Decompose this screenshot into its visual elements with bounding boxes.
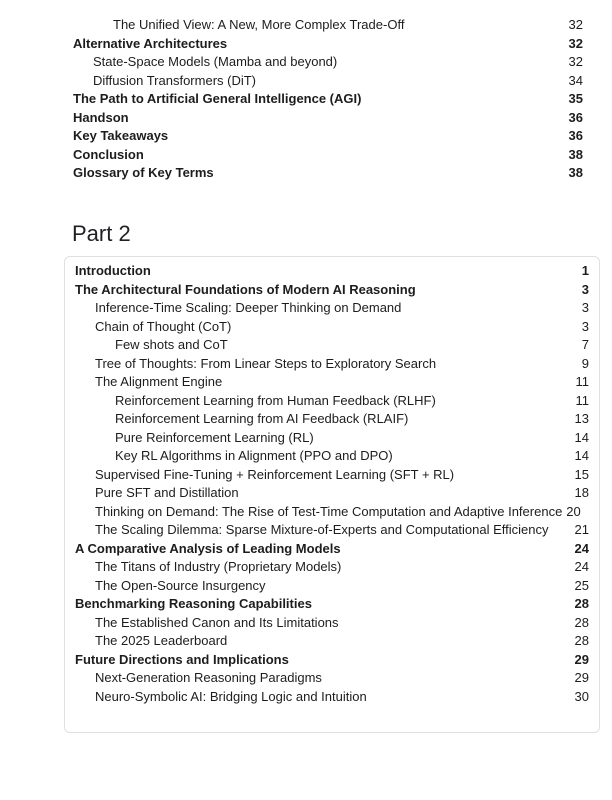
toc-entry[interactable] (75, 614, 589, 633)
toc-entry-page-number: 15 (574, 466, 589, 482)
toc-entry-title: Alternative Architectures (73, 35, 228, 51)
toc-entry[interactable] (73, 35, 583, 54)
toc-entry-title: The Path to Artificial General Intelligence (AGI) (73, 91, 362, 106)
toc-entry-page-number: 38 (568, 165, 583, 180)
toc-entry[interactable] (75, 281, 589, 300)
toc-entry-title: The Unified View: A New, More Complex Trade-Off (113, 17, 405, 32)
toc-entry[interactable] (73, 90, 583, 109)
toc-entry-page-number: 28 (574, 596, 589, 611)
toc-entry-title: Key Takeaways (73, 128, 169, 143)
toc-entry-page-number: 14 (574, 429, 589, 445)
toc-entry-page-number: 24 (574, 559, 589, 574)
toc-entry[interactable] (75, 373, 589, 392)
toc-entry-page-number: 35 (568, 91, 583, 106)
toc-entry[interactable] (75, 447, 589, 466)
toc-entry[interactable] (75, 410, 589, 429)
toc-entry-page-number: 30 (574, 688, 589, 704)
toc-entry-title: Neuro-Symbolic AI: Bridging Logic and Intuition (95, 688, 367, 704)
toc-entry[interactable] (75, 540, 589, 559)
toc-entry-title: Conclusion (73, 146, 144, 162)
toc-entry-page-number: 9 (581, 355, 589, 371)
toc-entry-title: Key RL Algorithms in Alignment (PPO and DPO) (115, 448, 393, 463)
toc-entry-title: Supervised Fine-Tuning + Reinforcement Learning (SFT + RL) (95, 466, 455, 482)
toc-entry-page-number: 25 (574, 577, 589, 593)
toc-entry[interactable] (73, 164, 583, 183)
toc-entry-title: The Established Canon and Its Limitations (95, 614, 339, 630)
toc-entry-page-number: 32 (568, 35, 583, 51)
toc-entry-title: Handson (73, 109, 129, 125)
toc-entry[interactable] (75, 299, 589, 318)
toc-entry-page-number: 3 (581, 318, 589, 334)
toc-entry-title: State-Space Models (Mamba and beyond) (93, 54, 338, 69)
toc-entry-title: The Open-Source Insurgency (95, 577, 266, 593)
toc-entry-page-number: 11 (575, 392, 589, 408)
toc-entry-page-number: 32 (568, 54, 583, 69)
toc-entry-title: The Alignment Engine (95, 374, 223, 389)
toc-entry[interactable] (75, 392, 589, 411)
toc-entry-page-number: 38 (568, 146, 583, 162)
toc-entry-title: Chain of Thought (CoT) (95, 318, 232, 334)
toc-entry[interactable] (75, 632, 589, 651)
toc-entry-page-number: 7 (581, 337, 589, 352)
toc-entry-page-number: 20 (566, 503, 581, 519)
toc-entry-page-number: 18 (574, 485, 589, 500)
toc-entry-title: The 2025 Leaderboard (95, 633, 228, 648)
toc-entry-page-number: 32 (568, 17, 583, 32)
part-2-heading: Part 2 (72, 221, 131, 246)
toc-entry-title: Reinforcement Learning from AI Feedback (RLAIF) (115, 411, 409, 426)
toc-entry-title: Benchmarking Reasoning Capabilities (75, 596, 312, 611)
previous-part-toc-list (73, 16, 583, 183)
toc-entry-title: Diffusion Transformers (DiT) (93, 72, 257, 88)
toc-entry[interactable] (75, 521, 589, 540)
toc-entry-title: Pure Reinforcement Learning (RL) (115, 429, 314, 445)
toc-entry-page-number: 3 (581, 281, 589, 297)
toc-entry-title: Inference-Time Scaling: Deeper Thinking on Demand (95, 300, 402, 315)
toc-entry[interactable] (73, 127, 583, 146)
toc-entry[interactable] (75, 336, 589, 355)
toc-entry-page-number: 1 (581, 263, 589, 278)
toc-entry-page-number: 29 (574, 670, 589, 685)
toc-entry[interactable] (73, 16, 583, 35)
toc-entry-title: Few shots and CoT (115, 337, 228, 352)
toc-entry[interactable] (75, 558, 589, 577)
toc-entry-title: Reinforcement Learning from Human Feedback (RLHF) (115, 392, 436, 408)
toc-entry[interactable] (75, 466, 589, 485)
toc-entry[interactable] (75, 577, 589, 596)
toc-entry[interactable] (73, 146, 583, 165)
toc-entry-title: Thinking on Demand: The Rise of Test-Time Computation and Adaptive Inference (95, 503, 563, 519)
toc-entry[interactable] (75, 651, 589, 670)
toc-entry-page-number: 14 (574, 448, 589, 463)
toc-entry-title: Tree of Thoughts: From Linear Steps to Exploratory Search (95, 355, 437, 371)
toc-entry-page-number: 36 (568, 109, 583, 125)
toc-entry[interactable] (75, 262, 589, 281)
toc-entry[interactable] (75, 318, 589, 337)
toc-entry[interactable] (75, 595, 589, 614)
toc-entry-title: The Titans of Industry (Proprietary Models) (95, 559, 342, 574)
toc-entry-page-number: 29 (574, 651, 589, 667)
toc-entry-title: Next-Generation Reasoning Paradigms (95, 670, 322, 685)
toc-entry[interactable] (75, 484, 589, 503)
toc-entry[interactable] (75, 429, 589, 448)
toc-entry[interactable] (73, 53, 583, 72)
toc-entry[interactable] (75, 355, 589, 374)
part-2-toc-card (64, 256, 600, 733)
toc-entry-page-number: 28 (574, 633, 589, 648)
toc-entry[interactable] (75, 688, 589, 707)
toc-entry[interactable] (73, 109, 583, 128)
toc-entry-page-number: 24 (574, 540, 589, 556)
toc-entry-title: The Scaling Dilemma: Sparse Mixture-of-Experts and Computational Efficiency (95, 522, 549, 537)
toc-entry-page-number: 34 (568, 72, 583, 88)
toc-entry-title: Pure SFT and Distillation (95, 485, 239, 500)
toc-entry[interactable] (75, 669, 589, 688)
toc-entry-page-number: 13 (574, 411, 589, 426)
toc-entry-page-number: 36 (568, 128, 583, 143)
toc-entry-page-number: 28 (574, 614, 589, 630)
toc-entry-title: A Comparative Analysis of Leading Models (75, 540, 341, 556)
toc-entry-page-number: 3 (581, 300, 589, 315)
toc-entry-title: Future Directions and Implications (75, 651, 289, 667)
toc-entry-title: Glossary of Key Terms (73, 165, 214, 180)
toc-entry-title: The Architectural Foundations of Modern AI Reasoning (75, 281, 416, 297)
toc-entry[interactable] (75, 503, 589, 522)
toc-entry[interactable] (73, 72, 583, 91)
toc-entry-page-number: 21 (574, 522, 589, 537)
toc-entry-page-number: 11 (575, 374, 589, 389)
toc-entry-title: Introduction (75, 263, 151, 278)
